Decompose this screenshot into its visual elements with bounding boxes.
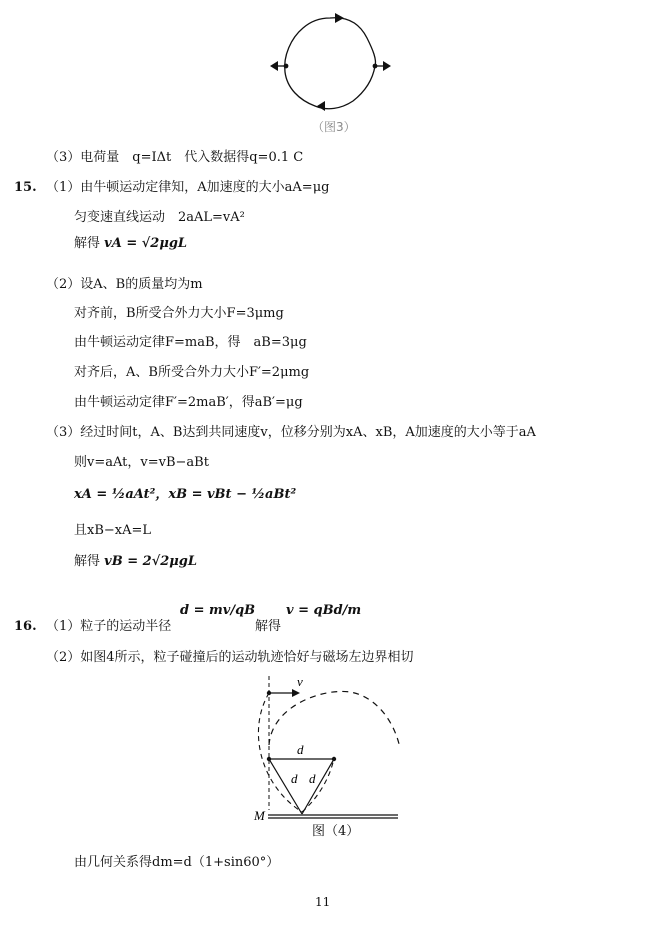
- fig4-trajectory-arc-large: [269, 691, 400, 748]
- p15-before-align: 对齐前，B所受合外力大小F=3μmg: [74, 306, 284, 321]
- p16-part2: （2）如图4所示，粒子碰撞后的运动轨迹恰好与磁场左边界相切: [46, 650, 414, 665]
- solve-label: 解得: [74, 554, 101, 569]
- fig4-triangle-right: [302, 759, 334, 814]
- fig4-label-d-right: d: [309, 771, 316, 786]
- vA-result: vA = √2μgL: [104, 236, 188, 251]
- figure-4: [250, 670, 410, 825]
- p15-part3: （3）经过时间t，A、B达到共同速度v，位移分别为xA、xB，A加速度的大小等于aA: [46, 425, 536, 440]
- p15-after-align: 对齐后，A、B所受合外力大小F′=2μmg: [74, 365, 310, 380]
- fig3-arrow-left: [270, 61, 278, 71]
- p15-part2: （2）设A、B的质量均为m: [46, 277, 203, 292]
- p16-geometry: 由几何关系得dm=d（1+sin60°）: [74, 855, 280, 870]
- fig4-label-M: M: [254, 808, 265, 823]
- p15-and-relation: 且xB−xA=L: [74, 523, 152, 538]
- p15-newton-after: 由牛顿运动定律F′=2maB′，得aB′=μg: [74, 395, 303, 410]
- fig3-loop: [285, 18, 376, 109]
- fig4-trajectory-arc-left: [258, 693, 302, 812]
- fig4-label-d-top: d: [297, 742, 304, 757]
- fig4-label-d-left: d: [291, 771, 298, 786]
- problem-15-number: 15.: [14, 180, 37, 195]
- fig3-caption: （图3）: [312, 120, 356, 134]
- p16-radius-formula: d = mv/qB: [180, 603, 256, 618]
- p16-part1: （1）粒子的运动半径: [46, 619, 172, 634]
- p15-displacement: xA = ½aAt²，xB = vBt − ½aBt²: [74, 487, 297, 502]
- charge-line: （3）电荷量 q=IΔt 代入数据得q=0.1 C: [46, 150, 304, 165]
- vB-result: vB = 2√2μgL: [104, 554, 198, 569]
- p15-then-v: 则v=aAt，v=vB−aBt: [74, 455, 209, 470]
- p15-solve-vA: [74, 237, 187, 250]
- figure-3: [265, 8, 400, 118]
- p16-v-formula: v = qBd/m: [286, 603, 362, 618]
- p16-solve-label: 解得: [255, 619, 282, 634]
- fig4-label-v: v: [297, 674, 303, 689]
- p15-newton-before: 由牛顿运动定律F=maB，得 aB=3μg: [74, 335, 307, 350]
- fig3-arrow-right: [383, 61, 391, 71]
- fig3-arrow-bottom: [317, 101, 325, 111]
- p15-uniform-motion: 匀变速直线运动 2aAL=vA²: [74, 210, 245, 225]
- p15-solve-vB: [74, 555, 197, 568]
- page-number: 11: [315, 895, 331, 909]
- p15-part1: （1）由牛顿运动定律知，A加速度的大小aA=μg: [46, 180, 330, 195]
- problem-16-number: 16.: [14, 619, 37, 634]
- fig3-arrow-top: [335, 13, 344, 23]
- fig4-caption: 图（4）: [312, 824, 360, 839]
- solve-label: 解得: [74, 236, 101, 251]
- fig4-triangle-left: [269, 759, 302, 814]
